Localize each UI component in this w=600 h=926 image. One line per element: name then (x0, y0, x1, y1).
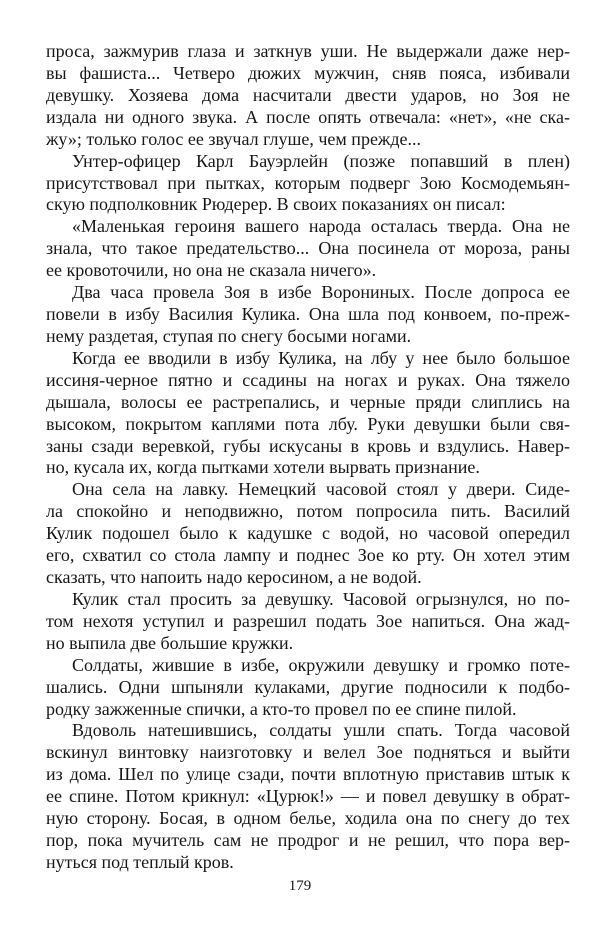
text-line: вы фашиста... Четверо дюжих мужчин, сняв пояса, избивали (46, 63, 570, 83)
text-line: Вдоволь натешившись, солдаты ушли спать. Тогда часовой (72, 720, 570, 740)
text-line: но, кусала их, когда пытками хотели вырвать признание. (46, 457, 480, 477)
text-line: ла спокойно и неподвижно, потом попросила пить. Василий (46, 501, 570, 521)
text-line: повели в избу Василия Кулика. Она шла под конвоем, по-преж- (46, 304, 570, 324)
text-line: иссиня-черное пятно и ссадины на ногах и руках. Она тяжело (46, 370, 570, 390)
text-line: скую подполковник Рюдерер. В своих показаниях он писал: (46, 194, 506, 214)
text-line: Два часа провела Зоя в избе Ворониных. После допроса ее (72, 282, 570, 302)
text-line: знала, что такое предательство... Она посинела от мороза, раны (46, 238, 570, 258)
text-line: из дома. Шел по улице сзади, почти вплотную приставив штык к (46, 764, 570, 784)
text-line: том нехотя уступил и разрешил подать Зое напиться. Она жад- (46, 611, 570, 631)
text-line: Она села на лавку. Немецкий часовой стоял у двери. Сиде- (72, 479, 570, 499)
text-line: издала ни одного звука. А после опять отвечала: «нет», «не ска- (46, 107, 570, 127)
text-line: пор, пока мучитель сам не продрог и не решил, что пора вер- (46, 830, 570, 850)
text-line: высоком, покрытом каплями пота лбу. Руки девушки были свя- (46, 414, 570, 434)
text-line: ее кровоточили, но она не сказала ничего». (46, 260, 377, 280)
text-line: присутствовал при пытках, которым подверг Зою Космодемьян- (46, 173, 570, 193)
text-line: сказать, что напоить надо керосином, а не водой. (46, 567, 422, 587)
text-line: его, схватил со стола лампу и поднес Зое ко рту. Он хотел этим (46, 545, 570, 565)
text-line: жу»; только голос ее звучал глуше, чем прежде... (46, 129, 422, 149)
text-line: нуться под теплый кров. (46, 852, 234, 872)
text-line: родку зажженные спички, а кто-то провел по ее спине пилой. (46, 699, 517, 719)
text-line: вскинул винтовку наизготовку и велел Зое подняться и выйти (46, 742, 570, 762)
text-line: но выпила две большие кружки. (46, 633, 294, 653)
text-line: нему раздетая, ступая по снегу босыми ногами. (46, 326, 412, 346)
text-line: дышала, волосы ее растрепались, и черные пряди слиплись на (46, 392, 570, 412)
text-line: Когда ее вводили в избу Кулика, на лбу у нее было большое (72, 348, 570, 368)
text-line: Кулик стал просить за девушку. Часовой огрызнулся, но по- (72, 589, 570, 609)
text-line: девушку. Хозяева дома насчитали двести ударов, но Зоя не (46, 85, 570, 105)
text-line: заны сзади веревкой, губы искусаны в кровь и вздулись. Навер- (46, 436, 570, 456)
page-number: 179 (288, 878, 312, 894)
text-line: проса, зажмурив глаза и заткнув уши. Не выдержали даже нер- (46, 41, 570, 61)
text-line: ную сторону. Босая, в одном белье, ходила она по снегу до тех (46, 808, 570, 828)
text-line: «Маленькая героиня вашего народа осталась тверда. Она не (72, 216, 570, 236)
text-line: ее спине. Потом крикнул: «Цурюк!» — и повел девушку в обрат- (46, 786, 570, 806)
text-line: Унтер-офицер Карл Бауэрлейн (позже попавший в плен) (72, 151, 570, 171)
text-line: Кулик подошел было к кадушке с водой, но часовой опередил (46, 523, 570, 543)
text-line: Солдаты, жившие в избе, окружили девушку и громко поте- (72, 655, 570, 675)
text-line: шались. Одни шпыняли кулаками, другие подносили к подбо- (46, 677, 570, 697)
